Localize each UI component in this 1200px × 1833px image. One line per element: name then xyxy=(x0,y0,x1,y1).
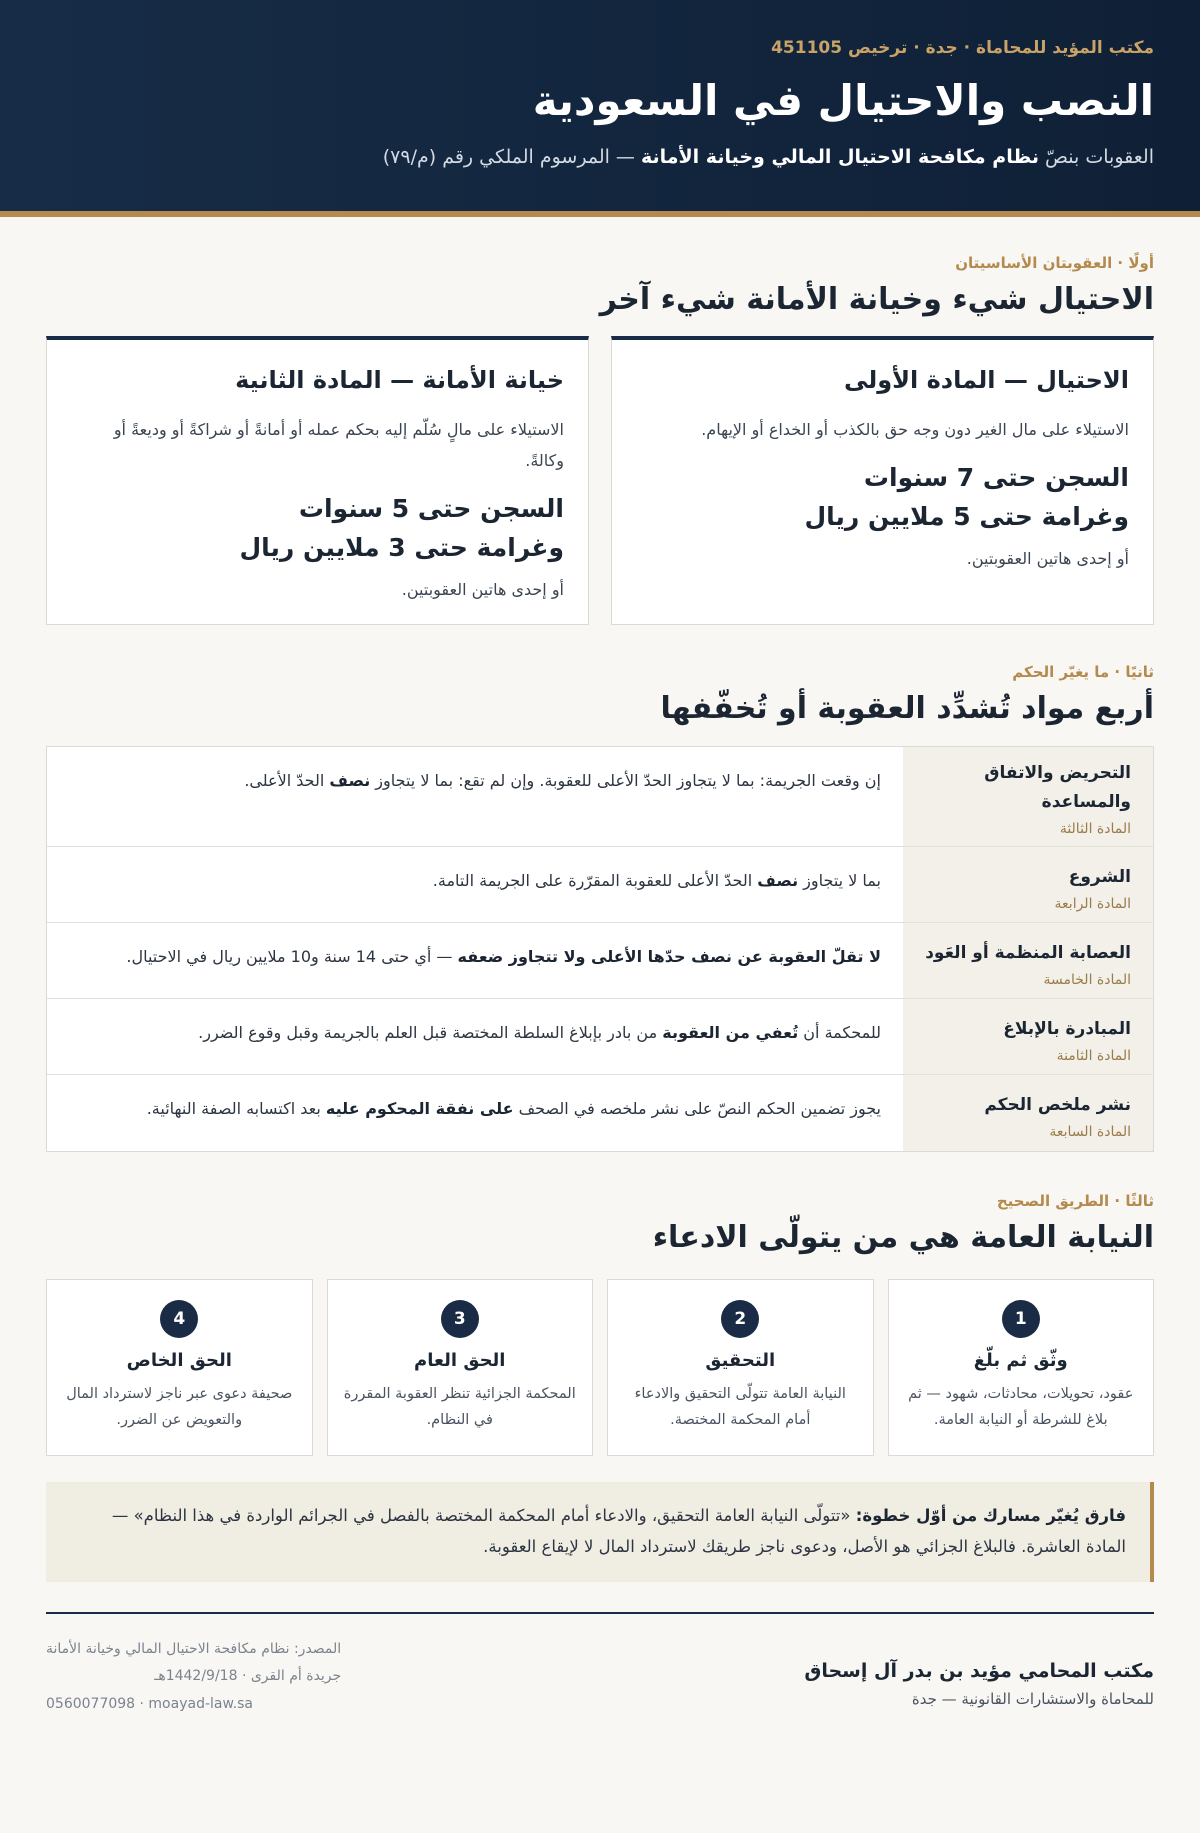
row-text-pre: إن وقعت الجريمة: بما لا يتجاوز الحدّ الأعلى للعقوبة. وإن لم تقع: بما لا يتجاوز xyxy=(370,771,881,790)
step-description: النيابة العامة تتولّى التحقيق والادعاء أمام المحكمة المختصة. xyxy=(634,1386,846,1429)
callout-lead: فارق يُغيّر مسارك من أوّل خطوة: xyxy=(855,1506,1126,1525)
section-procedure xyxy=(46,1152,1154,1582)
step-title: الحق الخاص xyxy=(126,1350,232,1371)
table-row xyxy=(47,847,1153,923)
card-description: الاستيلاء على مال الغير دون وجه حق بالكذب أو الخداع أو الإيهام. xyxy=(701,420,1129,439)
card-title: خيانة الأمانة — المادة الثانية xyxy=(235,366,564,394)
subtitle-law-name: نظام مكافحة الاحتيال المالي وخيانة الأمانة xyxy=(640,146,1039,169)
step-title: وثّق ثم بلّغ xyxy=(973,1350,1068,1371)
step-card xyxy=(607,1279,874,1456)
step-title: الحق العام xyxy=(414,1350,506,1371)
step-title: التحقيق xyxy=(705,1350,776,1371)
row-text-post: الحدّ الأعلى للعقوبة المقرّرة على الجريمة التامة. xyxy=(432,871,758,890)
firm-name: مكتب المحامي مؤيد بن بدر آل إسحاق xyxy=(804,1660,1154,1682)
step-description: صحيفة دعوى عبر ناجز لاسترداد المال والتعويض عن الضرر. xyxy=(66,1386,293,1429)
gazette-line: جريدة أم القرى · 1442/9/18هـ xyxy=(154,1668,342,1685)
card-description: الاستيلاء على مالٍ سُلّم إليه بحكم عمله أو أمانةً أو شراكةً أو وديعةً أو وكالةً. xyxy=(113,420,564,471)
modifiers-table xyxy=(46,746,1154,1152)
section-title: أربع مواد تُشدِّد العقوبة أو تُخفّفها xyxy=(660,691,1154,726)
contact-line: 0560077098 · moayad-law.sa xyxy=(46,1695,253,1712)
step-number: 3 xyxy=(441,1300,479,1338)
card-fraud xyxy=(611,336,1154,625)
section-penalties xyxy=(46,217,1154,625)
row-text xyxy=(47,1075,903,1151)
penalty-fine: وغرامة حتى 5 ملايين ريال xyxy=(804,501,1129,531)
page-subtitle xyxy=(46,146,1154,168)
card-note: أو إحدى هاتين العقوبتين. xyxy=(401,579,564,599)
row-article: المادة الثالثة xyxy=(1059,820,1131,837)
row-label: المبادرة بالإبلاغ xyxy=(1003,1019,1131,1039)
source-line: المصدر: نظام مكافحة الاحتيال المالي وخيانة الأمانة xyxy=(46,1641,342,1657)
row-text-bold: نصف xyxy=(757,871,799,890)
penalty-prison: السجن حتى 7 سنوات xyxy=(863,463,1129,493)
step-number: 4 xyxy=(160,1300,198,1338)
row-label: الشروع xyxy=(1068,867,1131,887)
row-article: المادة الرابعة xyxy=(1054,895,1131,912)
section-modifiers xyxy=(46,625,1154,1152)
row-article: المادة الخامسة xyxy=(1043,971,1131,988)
row-text-post: — أي حتى 14 سنة و10 ملايين ريال في الاحتيال. xyxy=(126,947,458,966)
subtitle-post: — المرسوم الملكي رقم (م/٧٩) xyxy=(382,146,641,169)
firm-subtitle: للمحاماة والاستشارات القانونية — جدة xyxy=(911,1690,1154,1708)
row-text-post: من بادر بإبلاغ السلطة المختصة قبل العلم بالجريمة وقبل وقوع الضرر. xyxy=(198,1023,663,1042)
row-label: نشر ملخص الحكم xyxy=(984,1095,1131,1115)
row-text-pre: بما لا يتجاوز xyxy=(798,871,881,890)
section-title: النيابة العامة هي من يتولّى الادعاء xyxy=(652,1220,1154,1255)
row-text xyxy=(47,999,903,1074)
card-penalty xyxy=(71,490,564,568)
row-label: العصابة المنظمة أو العَود xyxy=(925,943,1131,963)
row-text xyxy=(47,923,903,998)
step-description: المحكمة الجزائية تنظر العقوبة المقررة في النظام. xyxy=(343,1386,576,1429)
card-penalty xyxy=(636,459,1129,537)
penalty-fine: وغرامة حتى 3 ملايين ريال xyxy=(239,533,564,563)
table-row xyxy=(47,923,1153,999)
page-header xyxy=(0,0,1200,217)
row-text-post: بعد اكتسابه الصفة النهائية. xyxy=(146,1099,326,1118)
table-row xyxy=(47,747,1153,847)
card-note: أو إحدى هاتين العقوبتين. xyxy=(966,548,1129,568)
card-breach-of-trust xyxy=(46,336,589,625)
section-eyebrow: أولًا · العقوبتان الأساسيتان xyxy=(955,254,1154,272)
step-card xyxy=(888,1279,1155,1456)
section-eyebrow: ثالثًا · الطريق الصحيح xyxy=(996,1192,1154,1210)
callout-text: «تتولّى النيابة العامة التحقيق، والادعاء أمام المحكمة المختصة بالفصل في الجرائم الواردة في هذا النظام» — المادة العاشرة. فالبلاغ الجزائي هو الأصل، ودعوى ناجز طريقك لاسترداد المال لا لإيقاع العقوبة. xyxy=(111,1506,1126,1557)
step-card xyxy=(327,1279,594,1456)
page-title: النصب والاحتيال في السعودية xyxy=(532,76,1154,125)
card-title: الاحتيال — المادة الأولى xyxy=(843,366,1129,394)
step-card xyxy=(46,1279,313,1456)
row-text xyxy=(47,847,903,922)
row-text-pre: للمحكمة أن xyxy=(798,1023,881,1042)
row-text-bold: تُعفي من العقوبة xyxy=(662,1023,799,1042)
page-footer xyxy=(46,1614,1154,1718)
row-article: المادة السابعة xyxy=(1049,1123,1131,1140)
section-title: الاحتيال شيء وخيانة الأمانة شيء آخر xyxy=(599,282,1154,317)
section-eyebrow: ثانيًا · ما يغيّر الحكم xyxy=(1012,663,1154,681)
step-number: 2 xyxy=(721,1300,759,1338)
step-description: عقود، تحويلات، محادثات، شهود — ثم بلاغ للشرطة أو النيابة العامة. xyxy=(908,1386,1134,1429)
table-row xyxy=(47,999,1153,1075)
step-number: 1 xyxy=(1002,1300,1040,1338)
subtitle-pre: العقوبات بنصّ xyxy=(1038,146,1154,169)
row-text-bold: نصف xyxy=(329,771,371,790)
row-text-pre: يجوز تضمين الحكم النصّ على نشر ملخصه في الصحف xyxy=(513,1099,881,1118)
row-text-bold: على نفقة المحكوم عليه xyxy=(325,1099,514,1118)
row-label: التحريض والاتفاق والمساعدة xyxy=(984,763,1131,812)
row-text-post: الحدّ الأعلى. xyxy=(244,771,330,790)
callout-note xyxy=(46,1482,1154,1582)
header-eyebrow: مكتب المؤيد للمحاماة · جدة · ترخيص 451105 xyxy=(771,38,1154,58)
row-article: المادة الثامنة xyxy=(1056,1047,1131,1064)
penalty-prison: السجن حتى 5 سنوات xyxy=(298,494,564,524)
table-row xyxy=(47,1075,1153,1151)
row-text-bold: لا تقلّ العقوبة عن نصف حدّها الأعلى ولا تتجاوز ضعفه xyxy=(457,947,881,966)
row-text xyxy=(47,747,903,846)
